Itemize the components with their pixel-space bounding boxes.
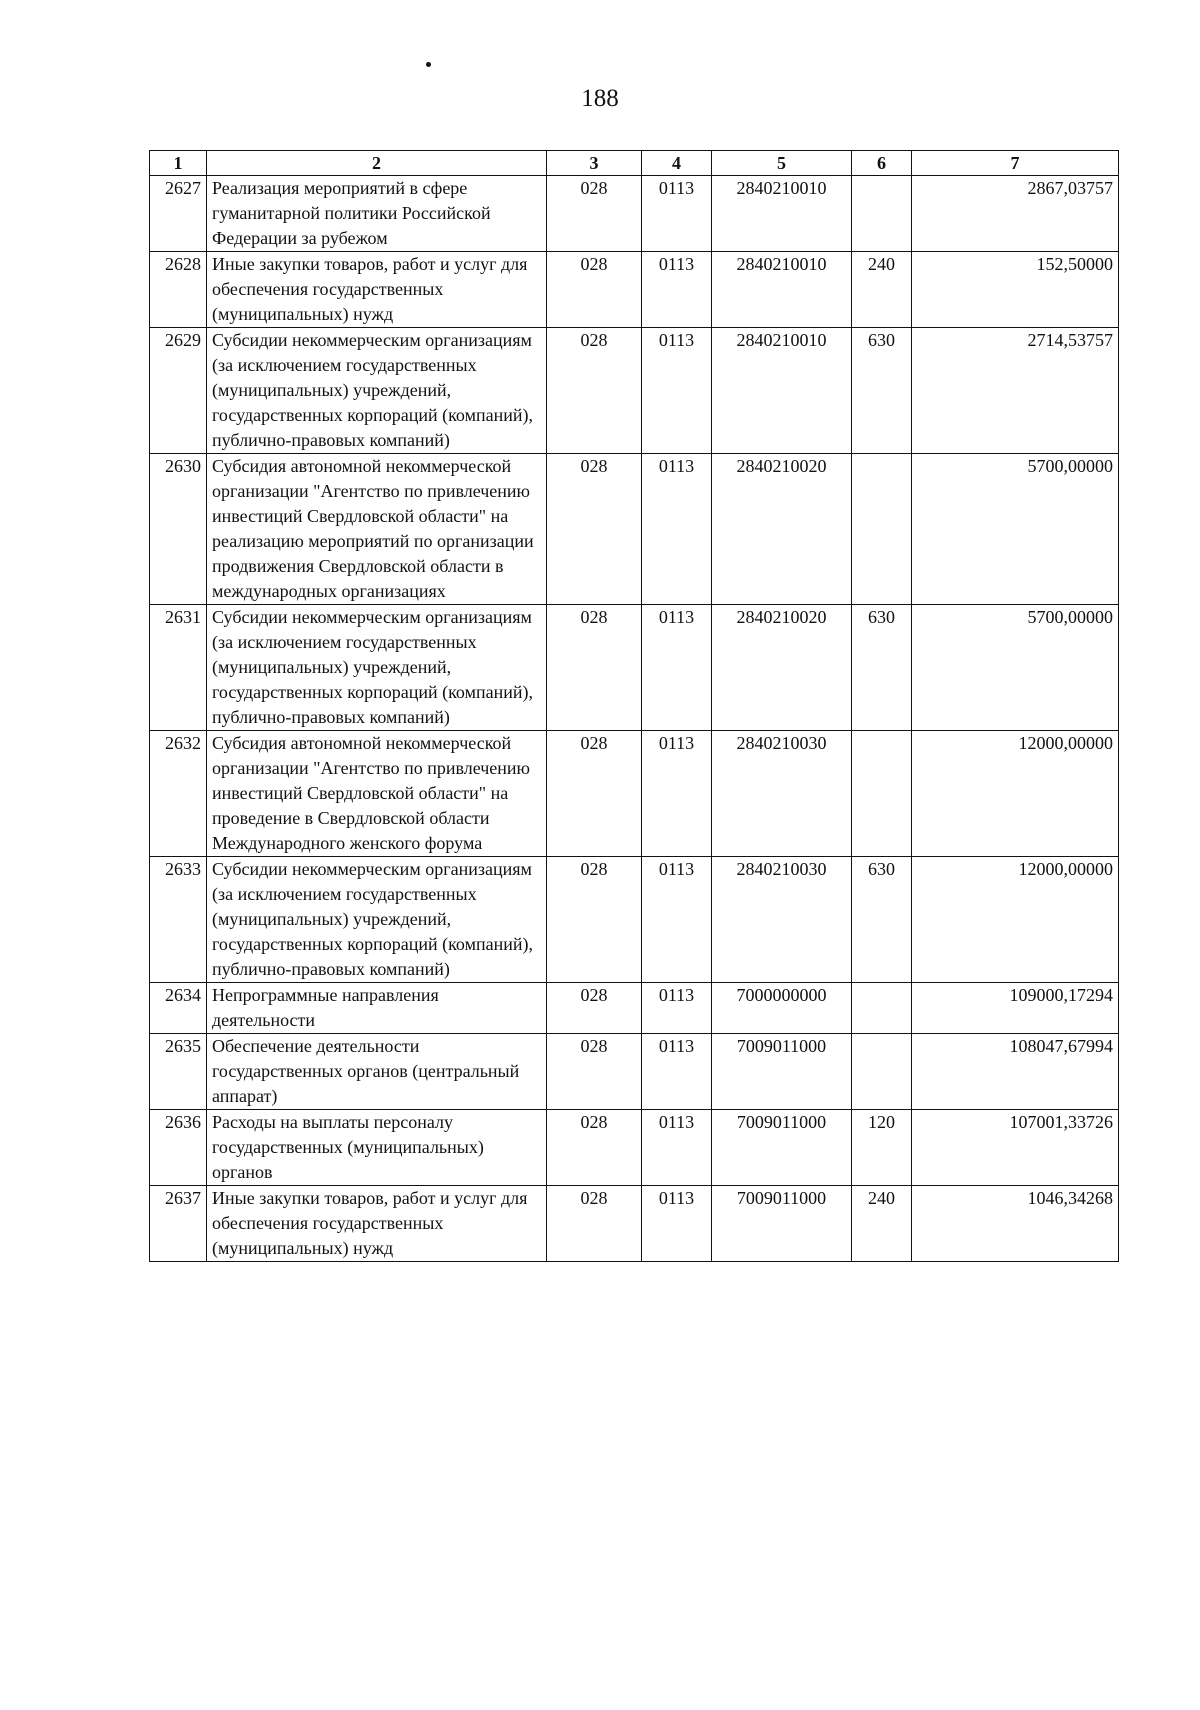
scan-dot-mark <box>426 62 431 67</box>
column-header-5: 5 <box>712 151 852 176</box>
row-code-6: 630 <box>852 605 912 731</box>
row-code-6 <box>852 176 912 252</box>
column-header-3: 3 <box>547 151 642 176</box>
table-row <box>150 1034 1119 1110</box>
row-code-3: 028 <box>547 605 642 731</box>
row-code-5: 7009011000 <box>712 1034 852 1110</box>
row-sum: 108047,67994 <box>912 1034 1119 1110</box>
table-row <box>150 252 1119 328</box>
column-header-7: 7 <box>912 151 1119 176</box>
table-row <box>150 731 1119 857</box>
row-number: 2634 <box>150 983 207 1034</box>
row-code-6 <box>852 983 912 1034</box>
row-code-4: 0113 <box>642 731 712 857</box>
row-code-3: 028 <box>547 176 642 252</box>
row-code-4: 0113 <box>642 328 712 454</box>
row-name: Субсидия автономной некоммерческой организации "Агентство по привлечению инвестиций Свердловской области" на проведение в Свердловской области Международного женского форума <box>207 731 547 857</box>
row-sum: 12000,00000 <box>912 857 1119 983</box>
row-code-3: 028 <box>547 731 642 857</box>
row-code-3: 028 <box>547 857 642 983</box>
row-code-6 <box>852 1034 912 1110</box>
table-row <box>150 176 1119 252</box>
row-name: Субсидии некоммерческим организациям (за исключением государственных (муниципальных) учреждений, государственных корпораций (компаний), публично-правовых компаний) <box>207 857 547 983</box>
row-code-4: 0113 <box>642 605 712 731</box>
table-row <box>150 983 1119 1034</box>
table-row <box>150 857 1119 983</box>
row-number: 2637 <box>150 1186 207 1262</box>
column-header-1: 1 <box>150 151 207 176</box>
column-header-4: 4 <box>642 151 712 176</box>
row-code-5: 7009011000 <box>712 1186 852 1262</box>
row-code-5: 7000000000 <box>712 983 852 1034</box>
page-number: 188 <box>581 85 619 112</box>
row-number: 2636 <box>150 1110 207 1186</box>
row-number: 2631 <box>150 605 207 731</box>
row-code-5: 2840210030 <box>712 731 852 857</box>
row-name: Субсидии некоммерческим организациям (за исключением государственных (муниципальных) учреждений, государственных корпораций (компаний), публично-правовых компаний) <box>207 328 547 454</box>
table-row <box>150 1186 1119 1262</box>
row-code-5: 2840210030 <box>712 857 852 983</box>
row-code-3: 028 <box>547 328 642 454</box>
row-code-6: 240 <box>852 252 912 328</box>
row-code-5: 2840210020 <box>712 454 852 605</box>
row-code-5: 2840210020 <box>712 605 852 731</box>
table-row <box>150 328 1119 454</box>
row-number: 2632 <box>150 731 207 857</box>
row-name: Расходы на выплаты персоналу государственных (муниципальных) органов <box>207 1110 547 1186</box>
row-sum: 1046,34268 <box>912 1186 1119 1262</box>
column-header-2: 2 <box>207 151 547 176</box>
row-code-4: 0113 <box>642 1110 712 1186</box>
table-header-row <box>150 151 1119 176</box>
row-code-4: 0113 <box>642 1034 712 1110</box>
row-code-3: 028 <box>547 252 642 328</box>
table-row <box>150 605 1119 731</box>
row-name: Субсидии некоммерческим организациям (за исключением государственных (муниципальных) учреждений, государственных корпораций (компаний), публично-правовых компаний) <box>207 605 547 731</box>
row-sum: 12000,00000 <box>912 731 1119 857</box>
row-name: Иные закупки товаров, работ и услуг для обеспечения государственных (муниципальных) нужд <box>207 252 547 328</box>
row-code-3: 028 <box>547 983 642 1034</box>
row-code-4: 0113 <box>642 454 712 605</box>
row-code-6: 120 <box>852 1110 912 1186</box>
row-sum: 2867,03757 <box>912 176 1119 252</box>
row-code-4: 0113 <box>642 857 712 983</box>
row-sum: 5700,00000 <box>912 454 1119 605</box>
row-code-6: 630 <box>852 328 912 454</box>
row-code-5: 2840210010 <box>712 328 852 454</box>
row-code-3: 028 <box>547 1110 642 1186</box>
row-number: 2635 <box>150 1034 207 1110</box>
row-number: 2633 <box>150 857 207 983</box>
column-header-6: 6 <box>852 151 912 176</box>
row-name: Непрограммные направления деятельности <box>207 983 547 1034</box>
budget-table <box>149 150 1119 1262</box>
row-code-5: 7009011000 <box>712 1110 852 1186</box>
row-code-6: 630 <box>852 857 912 983</box>
row-code-4: 0113 <box>642 1186 712 1262</box>
row-code-6: 240 <box>852 1186 912 1262</box>
row-number: 2628 <box>150 252 207 328</box>
row-code-4: 0113 <box>642 983 712 1034</box>
table-row <box>150 1110 1119 1186</box>
row-name: Обеспечение деятельности государственных органов (центральный аппарат) <box>207 1034 547 1110</box>
row-sum: 2714,53757 <box>912 328 1119 454</box>
row-name: Субсидия автономной некоммерческой организации "Агентство по привлечению инвестиций Свердловской области" на реализацию мероприятий по организации продвижения Свердловской области в международных организациях <box>207 454 547 605</box>
row-name: Иные закупки товаров, работ и услуг для обеспечения государственных (муниципальных) нужд <box>207 1186 547 1262</box>
table-row <box>150 454 1119 605</box>
row-code-3: 028 <box>547 1186 642 1262</box>
row-sum: 109000,17294 <box>912 983 1119 1034</box>
row-number: 2630 <box>150 454 207 605</box>
row-sum: 5700,00000 <box>912 605 1119 731</box>
row-code-5: 2840210010 <box>712 176 852 252</box>
row-code-3: 028 <box>547 454 642 605</box>
row-code-3: 028 <box>547 1034 642 1110</box>
row-code-6 <box>852 454 912 605</box>
row-number: 2627 <box>150 176 207 252</box>
row-code-4: 0113 <box>642 252 712 328</box>
row-code-5: 2840210010 <box>712 252 852 328</box>
row-sum: 152,50000 <box>912 252 1119 328</box>
row-code-4: 0113 <box>642 176 712 252</box>
row-code-6 <box>852 731 912 857</box>
row-number: 2629 <box>150 328 207 454</box>
row-name: Реализация мероприятий в сфере гуманитарной политики Российской Федерации за рубежом <box>207 176 547 252</box>
row-sum: 107001,33726 <box>912 1110 1119 1186</box>
